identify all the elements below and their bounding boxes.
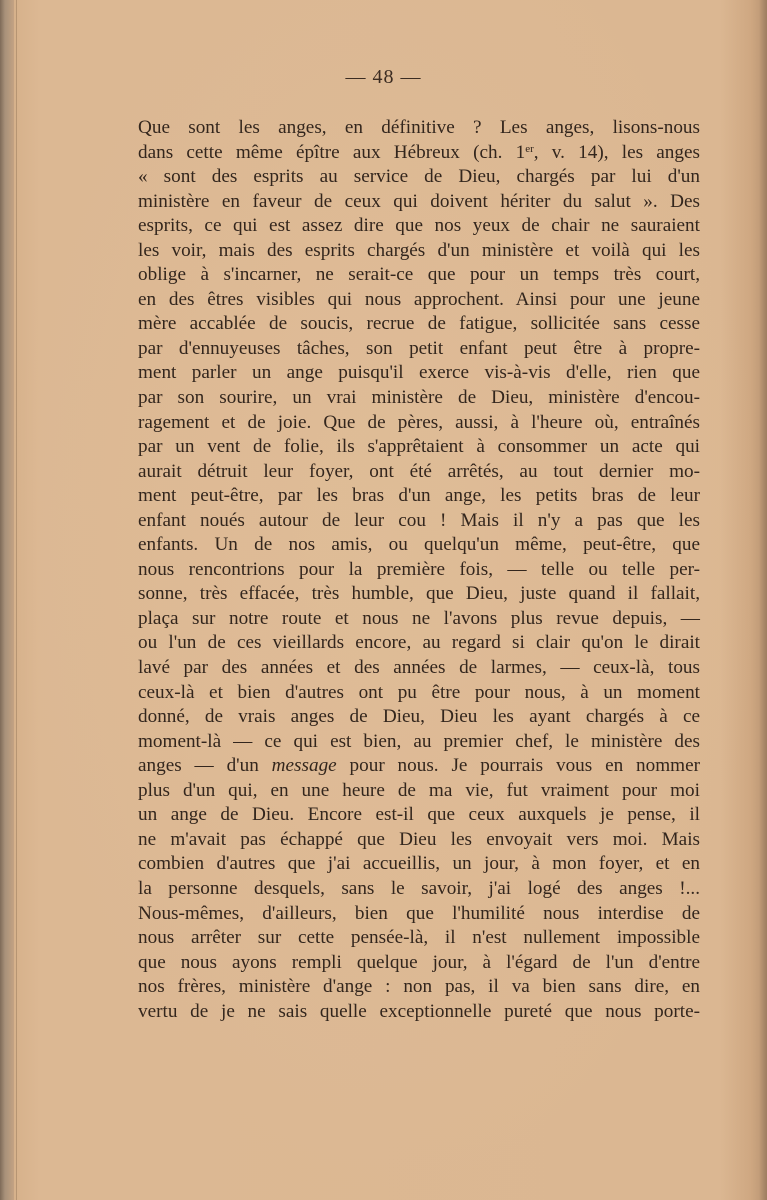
- text-line: moment-là — ce qui est bien, au premier chef, le ministère des: [138, 730, 700, 752]
- italic-word: message: [271, 755, 337, 777]
- text-segment: pour nous. Je pourrais vous en nommer: [336, 755, 700, 777]
- text-line: ou l'un de ces vieillards encore, au regard si clair qu'on le dirait: [138, 632, 700, 654]
- text-line: enfant noués autour de leur cou ! Mais il n'y a pas que les: [138, 509, 700, 531]
- text-line: ne m'avait pas échappé que Dieu les envoyait vers moi. Mais: [138, 828, 700, 850]
- text-line: par d'ennuyeuses tâches, son petit enfant peut être à propre-: [138, 337, 700, 359]
- text-line: enfants. Un de nos amis, ou quelqu'un même, peut-être, que: [138, 534, 700, 556]
- binding-line: [16, 0, 17, 1200]
- superscript: er: [525, 142, 534, 155]
- text-line: nous rencontrions pour la première fois, — telle ou telle per-: [138, 558, 700, 580]
- text-line: ragement et de joie. Que de pères, aussi, à l'heure où, entraînés: [138, 411, 700, 433]
- text-line: [138, 141, 700, 166]
- body-text: [138, 116, 700, 1024]
- page-number: — 48 —: [345, 66, 422, 88]
- text-line: un ange de Dieu. Encore est-il que ceux auxquels je pense, il: [138, 804, 700, 826]
- text-line: lavé par des années et des années de larmes, — ceux-là, tous: [138, 657, 700, 679]
- text-line: par un vent de folie, ils s'apprêtaient à consommer un acte qui: [138, 436, 700, 458]
- text-line: mère accablée de soucis, recrue de fatigue, sollicitée sans cesse: [138, 313, 700, 335]
- text-line: donné, de vrais anges de Dieu, Dieu les ayant chargés à ce: [138, 706, 700, 728]
- text-line: esprits, ce qui est assez dire que nos yeux de chair ne sauraient: [138, 215, 700, 237]
- text-line: nous arrêter sur cette pensée-là, il n'est nullement impossible: [138, 927, 700, 949]
- text-line: Que sont les anges, en définitive ? Les anges, lisons-nous: [138, 117, 700, 138]
- text-line: par son sourire, un vrai ministère de Dieu, ministère d'encou-: [138, 387, 700, 409]
- text-line: en des êtres visibles qui nous approchent. Ainsi pour une jeune: [138, 288, 700, 310]
- text-line: [138, 754, 700, 779]
- text-line: oblige à s'incarner, ne serait-ce que pour un temps très court,: [138, 264, 700, 286]
- text-line: « sont des esprits au service de Dieu, chargés par lui d'un: [138, 166, 700, 188]
- text-line: que nous ayons rempli quelque jour, à l'égard de l'un d'entre: [138, 951, 700, 973]
- text-line: Nous-mêmes, d'ailleurs, bien que l'humilité nous interdise de: [138, 902, 700, 924]
- text-line: aurait détruit leur foyer, ont été arrêtés, au tout dernier mo-: [138, 460, 700, 482]
- text-line: ment parler un ange puisqu'il exerce vis-à-vis d'elle, rien que: [138, 362, 700, 384]
- text-line: les voir, mais des esprits chargés d'un ministère et voilà qui les: [138, 239, 700, 261]
- text-segment: anges — d'un: [138, 755, 259, 777]
- page-gutter: [0, 0, 14, 1200]
- text-line: plaça sur notre route et nous ne l'avons plus revue depuis, —: [138, 607, 700, 629]
- text-line: plus d'un qui, en une heure de ma vie, fut vraiment pour moi: [138, 779, 700, 801]
- text-line: ministère en faveur de ceux qui doivent hériter du salut ». Des: [138, 190, 700, 212]
- page-edge: [759, 0, 767, 1200]
- text-line: ceux-là et bien d'autres ont pu être pour nous, à un moment: [138, 681, 700, 703]
- text-line: vertu de je ne sais quelle exceptionnelle pureté que nous porte-: [138, 1000, 700, 1022]
- text-line: combien d'autres que j'ai accueillis, un jour, à mon foyer, et en: [138, 853, 700, 875]
- text-line: nos frères, ministère d'ange : non pas, il va bien sans dire, en: [138, 976, 700, 998]
- text-segment: , v. 14), les anges: [533, 141, 700, 163]
- text-line: la personne desquels, sans le savoir, j'ai logé des anges !...: [138, 877, 700, 899]
- text-line: sonne, très effacée, très humble, que Dieu, juste quand il fallait,: [138, 583, 700, 605]
- text-line: ment peut-être, par les bras d'un ange, les petits bras de leur: [138, 485, 700, 507]
- text-segment: dans cette même épître aux Hébreux (ch. 1: [138, 141, 526, 163]
